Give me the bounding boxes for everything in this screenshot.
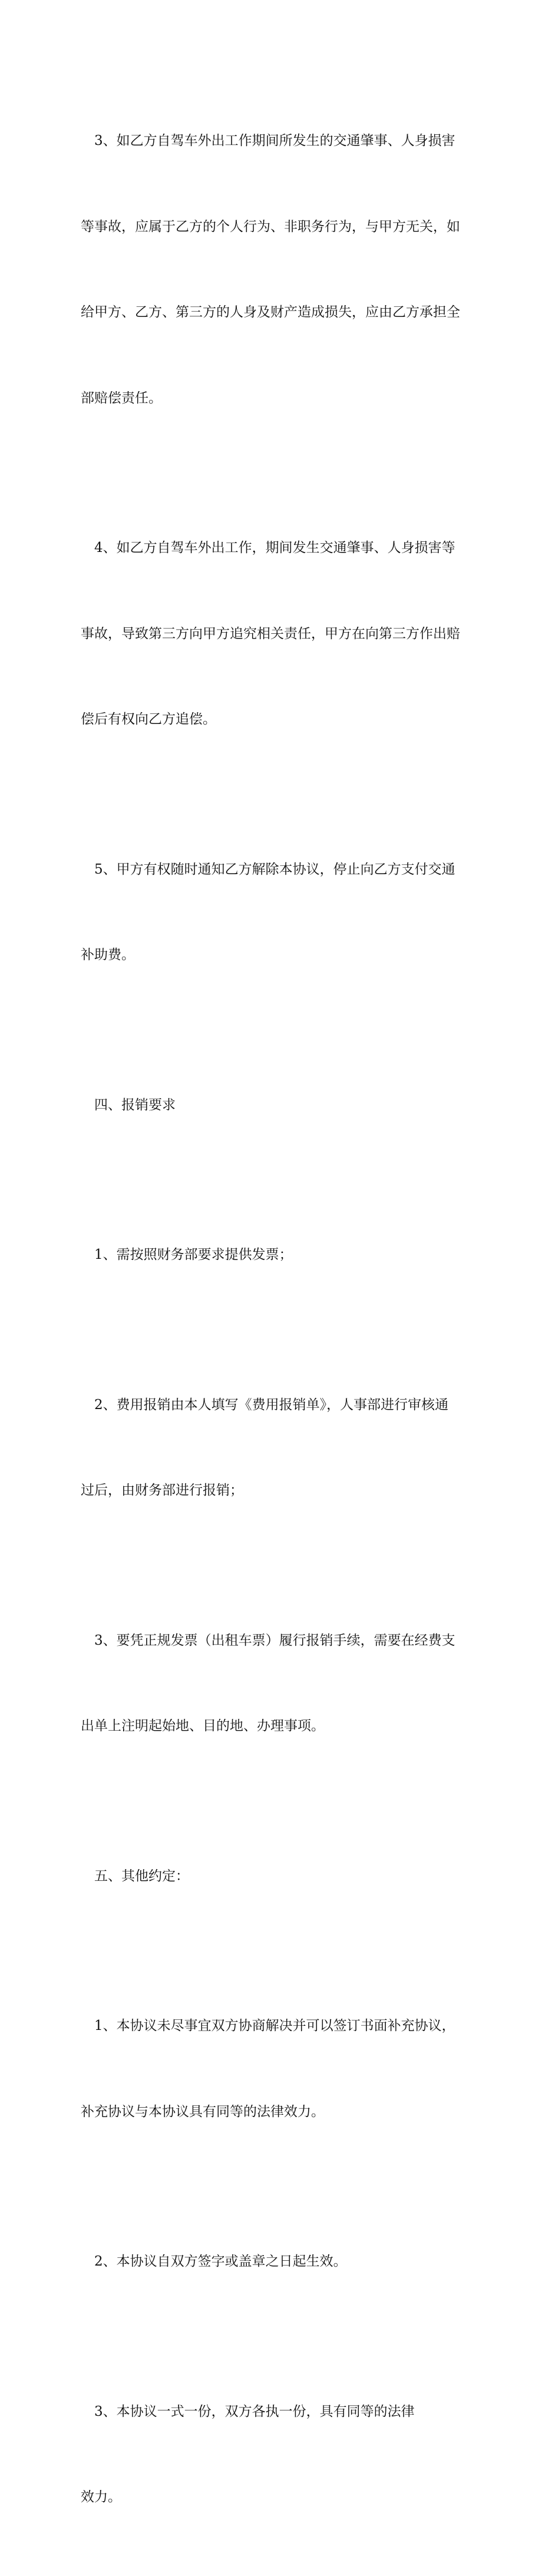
text-line: 五、其他约定： bbox=[94, 1868, 189, 1884]
clause-paragraph bbox=[81, 70, 460, 469]
text-line: 偿后有权向乙方追偿。 bbox=[81, 712, 216, 727]
text-line: 2、费用报销由本人填写《费用报销单》，人事部进行审核通 bbox=[94, 1397, 449, 1413]
clause-paragraph bbox=[81, 477, 460, 791]
text-line: 四、报销要求 bbox=[94, 1097, 176, 1113]
clause-paragraph bbox=[81, 1955, 455, 2183]
text-line: 事故，导致第三方向甲方追究相关责任，甲方在向第三方作出赔 bbox=[81, 626, 460, 641]
text-line: 部赔偿责任。 bbox=[81, 390, 162, 406]
clause-paragraph bbox=[81, 2190, 440, 2333]
clause-paragraph bbox=[81, 1183, 440, 1327]
text-line: 2、本协议自双方签字或盖章之日起生效。 bbox=[94, 2254, 347, 2269]
text-line: 3、要凭正规发票（出租车票）履行报销手续，需要在经费支 bbox=[94, 1632, 455, 1648]
clause-paragraph bbox=[81, 1334, 449, 1562]
clause-paragraph bbox=[81, 798, 455, 1027]
text-line: 过后，由财务部进行报销； bbox=[81, 1483, 243, 1498]
text-line: 补助费。 bbox=[81, 947, 135, 963]
text-line: 3、本协议一式一份，双方各执一份，具有同等的法律 bbox=[94, 2403, 415, 2419]
clause-paragraph bbox=[81, 2340, 440, 2569]
text-line: 等事故，应属于乙方的个人行为、非职务行为，与甲方无关，如 bbox=[81, 219, 460, 234]
text-line: 补充协议与本协议具有同等的法律效力。 bbox=[81, 2104, 325, 2119]
clause-paragraph bbox=[81, 1569, 455, 1798]
section-heading bbox=[81, 1805, 440, 1948]
text-line: 4、如乙方自驾车外出工作，期间发生交通肇事、人身损害等 bbox=[94, 540, 455, 555]
text-line: 效力。 bbox=[81, 2489, 121, 2505]
text-line: 1、需按照财务部要求提供发票； bbox=[94, 1247, 293, 1262]
text-line: 1、本协议未尽事宜双方协商解决并可以签订书面补充协议， bbox=[94, 2018, 455, 2033]
text-line: 给甲方、乙方、第三方的人身及财产造成损失，应由乙方承担全 bbox=[81, 305, 460, 320]
text-line: 出单上注明起始地、目的地、办理事项。 bbox=[81, 1718, 325, 1734]
text-line: 5、甲方有权随时通知乙方解除本协议，停止向乙方支付交通 bbox=[94, 861, 455, 877]
section-heading bbox=[81, 1034, 440, 1177]
document-body bbox=[81, 70, 460, 2576]
text-line: 3、如乙方自驾车外出工作期间所发生的交通肇事、人身损害 bbox=[94, 133, 455, 148]
